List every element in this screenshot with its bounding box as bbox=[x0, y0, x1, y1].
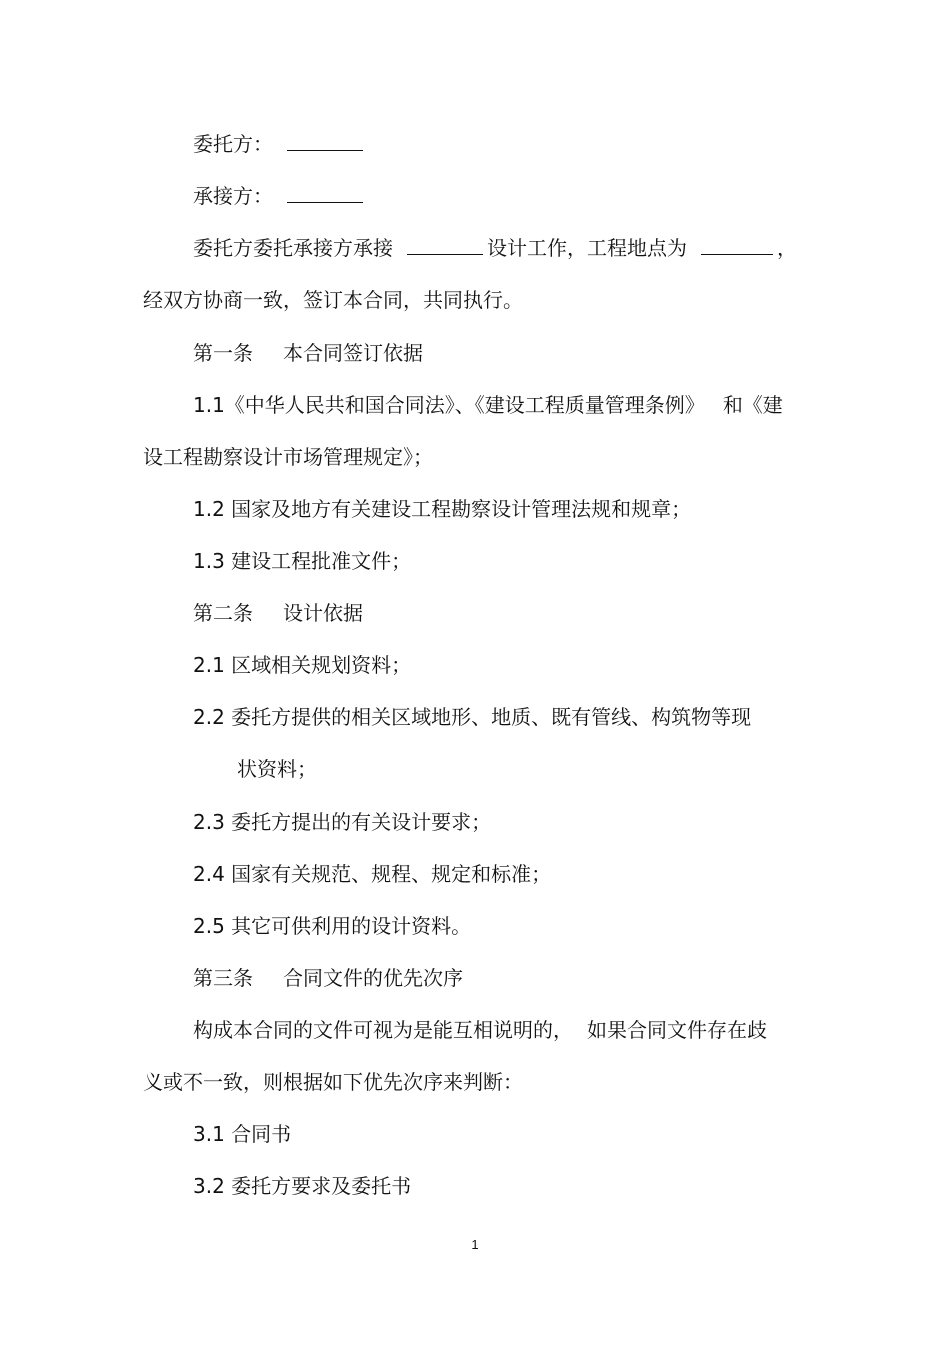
item-1-3: 1.3 建设工程批准文件； bbox=[193, 549, 412, 573]
item-1-1 bbox=[193, 392, 783, 418]
item-1-1-text-a: 1.1《中华人民共和国合同法》、《建设工程质量管理条例》 bbox=[193, 393, 705, 417]
item-2-2: 2.2 委托方提供的相关区域地形、地质、既有管线、构筑物等现 bbox=[193, 705, 752, 729]
item-2-5: 2.5 其它可供利用的设计资料。 bbox=[193, 914, 472, 938]
intro-text-a: 委托方委托承接方承接 bbox=[193, 236, 393, 260]
article-3-body-continuation: 义或不一致，则根据如下优先次序来判断： bbox=[143, 1070, 523, 1094]
project-name-blank bbox=[407, 236, 483, 255]
client-blank bbox=[287, 132, 363, 151]
contractor-blank bbox=[287, 184, 363, 203]
client-label: 委托方： bbox=[193, 132, 273, 156]
intro-continuation: 经双方协商一致，签订本合同，共同执行。 bbox=[143, 288, 523, 312]
article-3-heading: 合同文件的优先次序 bbox=[283, 966, 463, 990]
contractor-label: 承接方： bbox=[193, 184, 273, 208]
item-1-2: 1.2 国家及地方有关建设工程勘察设计管理法规和规章； bbox=[193, 497, 692, 521]
article-3-title bbox=[193, 965, 463, 991]
article-3-number: 第三条 bbox=[193, 966, 253, 990]
item-2-3: 2.3 委托方提出的有关设计要求； bbox=[193, 810, 492, 834]
article-2-heading: 设计依据 bbox=[283, 601, 363, 625]
article-2-title bbox=[193, 600, 363, 626]
client-line bbox=[193, 131, 367, 157]
item-3-2: 3.2 委托方要求及委托书 bbox=[193, 1174, 412, 1198]
item-2-1: 2.1 区域相关规划资料； bbox=[193, 653, 412, 677]
item-1-1-text-b: 和《建 bbox=[722, 393, 783, 417]
intro-text-c: ， bbox=[777, 236, 797, 260]
article-2-number: 第二条 bbox=[193, 601, 253, 625]
article-1-title bbox=[193, 340, 423, 366]
item-1-1-continuation: 设工程勘察设计市场管理规定》； bbox=[143, 445, 433, 469]
intro-text-b: 设计工作，工程地点为 bbox=[487, 236, 687, 260]
item-2-4: 2.4 国家有关规范、规程、规定和标准； bbox=[193, 862, 552, 886]
intro-line bbox=[193, 235, 797, 261]
page-number: 1 bbox=[471, 1237, 479, 1252]
contractor-line bbox=[193, 183, 367, 209]
item-2-2-continuation: 状资料； bbox=[237, 757, 317, 781]
article-1-number: 第一条 bbox=[193, 341, 253, 365]
article-1-heading: 本合同签订依据 bbox=[283, 341, 423, 365]
project-location-blank bbox=[701, 236, 773, 255]
article-3-body-a: 构成本合同的文件可视为是能互相说明的， bbox=[193, 1018, 573, 1042]
item-3-1: 3.1 合同书 bbox=[193, 1122, 292, 1146]
article-3-body bbox=[193, 1017, 767, 1043]
article-3-body-b: 如果合同文件存在歧 bbox=[587, 1018, 767, 1042]
